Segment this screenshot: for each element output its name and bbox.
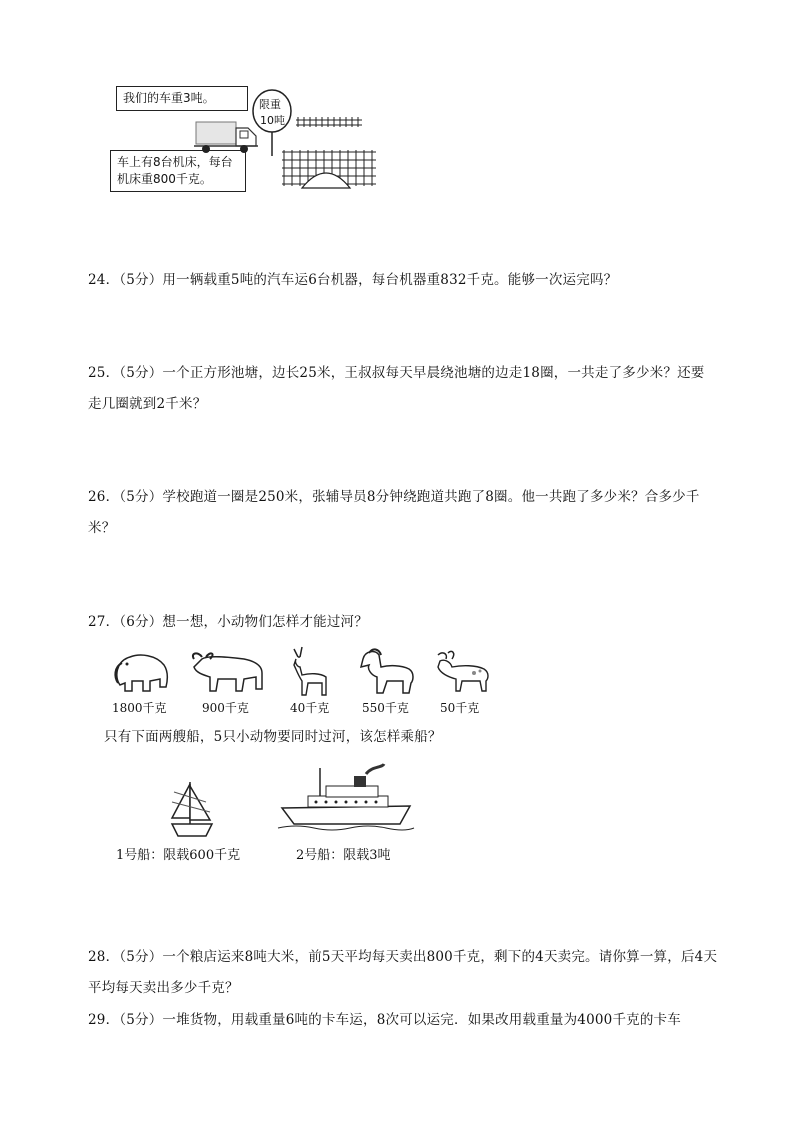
question-28: 28．（5分）一个粮店运来8吨大米，前5天平均每天卖出800千克，剩下的4天卖完。请你算一算，后4天平均每天卖出多少千克？ (88, 949, 718, 996)
animal-weight-goat: 50千克 (440, 701, 480, 715)
truck-bridge-figure (110, 80, 380, 195)
goat-icon (430, 649, 494, 695)
question-25: 25．（5分）一个正方形池塘，边长25米，王叔叔每天早晨绕池塘的边走18圈，一共走了多少米？还要走几圈就到2千米？ (88, 365, 705, 412)
sailboat-icon (166, 778, 218, 840)
buffalo-icon (188, 649, 268, 695)
animals-figure (110, 645, 495, 717)
speech-bubble-machines (110, 150, 246, 192)
boat-1-label: 1号船：限载600千克 (116, 848, 241, 863)
sign-text-line2: 10吨 (260, 114, 285, 127)
boats-figure (108, 760, 426, 870)
animal-weight-elephant: 1800千克 (112, 701, 167, 715)
question-27-subtext: 只有下面两艘船，5只小动物要同时过河，该怎样乘船？ (104, 729, 442, 745)
speech-bubble-truck-weight (116, 86, 248, 111)
deer-icon (284, 645, 334, 699)
question-29: 29．（5分）一堆货物，用载重量6吨的卡车运，8次可以运完．如果改用载重量为4000千克的卡车 (88, 1012, 681, 1028)
horse-icon (355, 647, 419, 697)
speech-text-machines: 车上有8台机床，每台机床重800千克。 (117, 155, 233, 186)
boat-2-label: 2号船：限载3吨 (296, 848, 391, 863)
speech-text-truck-weight: 我们的车重3吨。 (123, 91, 215, 105)
animal-weight-horse: 550千克 (362, 701, 409, 715)
bridge-illustration (280, 110, 380, 190)
question-27: 27．（6分）想一想，小动物们怎样才能过河？ (88, 614, 368, 630)
animal-weight-buffalo: 900千克 (202, 701, 249, 715)
elephant-icon (110, 647, 174, 697)
sign-text-line1: 限重 (259, 98, 281, 111)
ship-icon (276, 762, 416, 836)
animal-weight-deer: 40千克 (290, 701, 330, 715)
question-24: 24．（5分）用一辆载重5吨的汽车运6台机器，每台机器重832千克。能够一次运完吗？ (88, 272, 618, 288)
question-26: 26．（5分）学校跑道一圈是250米，张辅导员8分钟绕跑道共跑了8圈。他一共跑了多少米？合多少千米？ (88, 489, 700, 536)
